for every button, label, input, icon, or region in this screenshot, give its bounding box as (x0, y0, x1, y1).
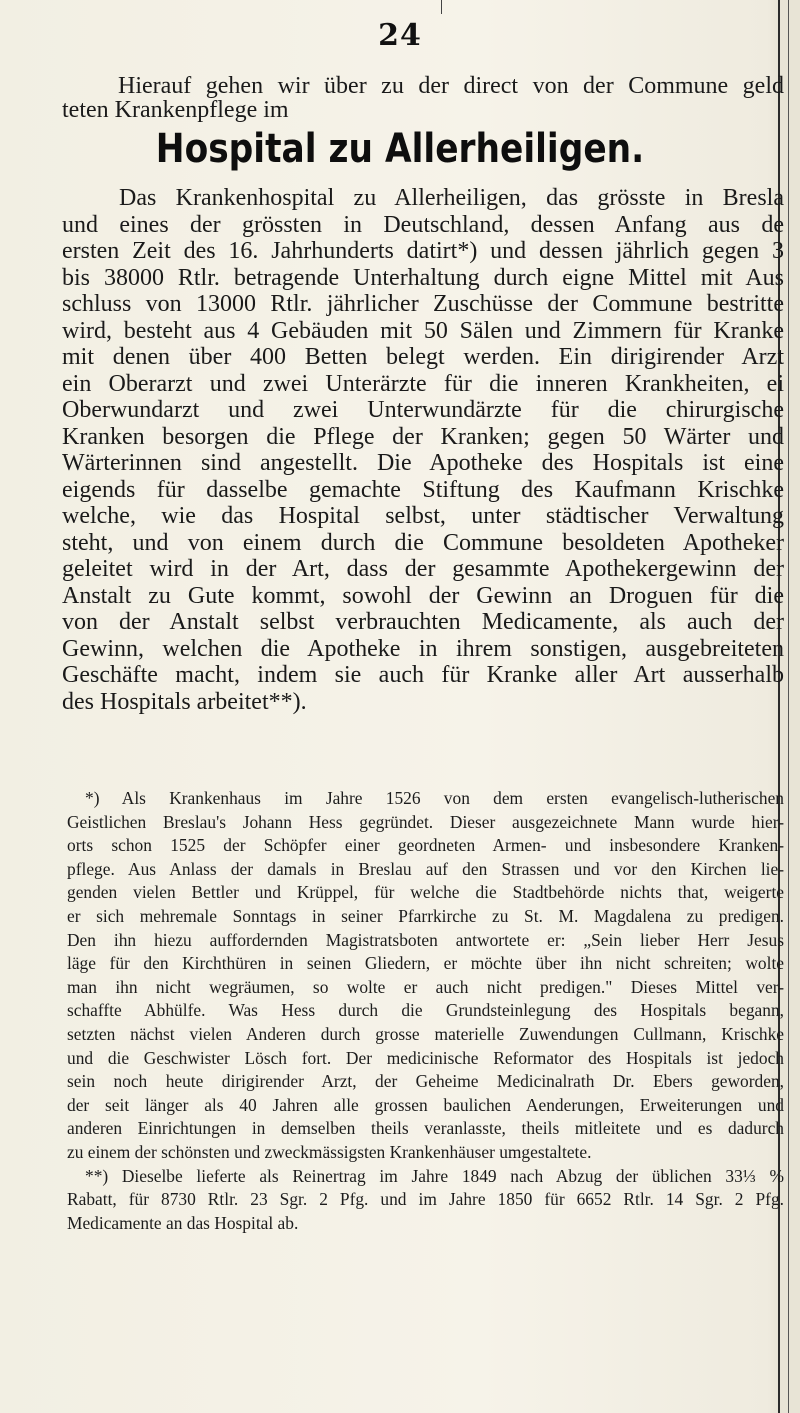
paragraph-line: eigends für dasselbe gemachte Stiftung des Kaufmann Krischke (62, 476, 784, 503)
paragraph-line: bis 38000 Rtlr. betragende Unterhaltung durch eigne Mittel mit Aus (62, 264, 784, 291)
footnote-1-line: er sich mehremale Sonntags in seiner Pfarrkirche zu St. M. Magdalena zu predigen. (67, 905, 784, 926)
paragraph-line: Kranken besorgen die Pflege der Kranken; gegen 50 Wärter und (62, 423, 784, 450)
footnote-2-line: Rabatt, für 8730 Rtlr. 23 Sgr. 2 Pfg. und im Jahre 1850 für 6652 Rtlr. 14 Sgr. 2 Pfg. (67, 1189, 784, 1210)
footnote-1-line: der seit länger als 40 Jahren alle grossen baulichen Aenderungen, Erweiterungen und (67, 1094, 784, 1115)
section-heading: Hospital zu Allerheiligen. (155, 126, 645, 172)
page-edge-line-inner (788, 0, 789, 1413)
intro-paragraph (62, 73, 784, 123)
footnote-1-line: sein noch heute dirigirender Arzt, der Geheime Medicinalrath Dr. Ebers geworden, (67, 1071, 784, 1092)
paragraph-line: Wärterinnen sind angestellt. Die Apotheke des Hospitals ist eine (62, 450, 784, 476)
footnote-2-line: Medicamente an das Hospital ab. (67, 1212, 299, 1233)
paragraph-line: geleitet wird in der Art, dass der gesammte Apothekergewinn der (62, 556, 784, 582)
footnote-2-line: **) Dieselbe lieferte als Reinertrag im Jahre 1849 nach Abzug der üblichen 33⅓ % (85, 1165, 784, 1186)
footnote-1-line: Geistlichen Breslau's Johann Hess gegründet. Dieser ausgezeichnete Mann wurde hier- (67, 811, 784, 832)
footnote-1-line: pflege. Aus Anlass der damals in Breslau auf den Strassen und vor den Kirchen lie- (67, 858, 784, 879)
footnote-1-line: läge für den Kirchthüren in seinen Gliedern, er möchte über ihn nicht schreiten; wolte (67, 953, 784, 974)
footnote-1-line: genden vielen Bettler und Krüppel, für welche die Stadtbehörde nichts that, weigerte (67, 882, 784, 903)
footnote-1-line: *) Als Krankenhaus im Jahre 1526 von dem ersten evangelisch-lutherischen (85, 788, 784, 808)
paragraph-line: des Hospitals arbeitet**). (62, 688, 307, 715)
footnote-1-line: und die Geschwister Lösch fort. Der medicinische Reformator des Hospitals ist jedoch (67, 1047, 784, 1068)
paragraph-line: steht, und von einem durch die Commune besoldeten Apotheker (62, 529, 784, 556)
footnote-1-line: schaffte Abhülfe. Was Hess durch die Grundsteinlegung des Hospitals begann, (67, 1000, 784, 1021)
paragraph-line: Geschäfte macht, indem sie auch für Kranke aller Art ausserhalb (62, 662, 784, 688)
paragraph-line: wird, besteht aus 4 Gebäuden mit 50 Sälen und Zimmern für Kranke (62, 317, 784, 344)
paragraph-line: Oberwundarzt und zwei Unterwundärzte für die chirurgische (62, 397, 784, 423)
footnote-1-line: Den ihn hiezu auffordernden Magistratsboten antwortete er: „Sein lieber Herr Jesus (67, 929, 784, 950)
footnote-1-line: zu einem der schönsten und zweckmässigsten Krankenhäuser umgestaltete. (67, 1141, 592, 1162)
paragraph-line: ersten Zeit des 16. Jahrhunderts datirt*) und dessen jährlich gegen 3 (62, 238, 784, 264)
intro-line: Hierauf gehen wir über zu der direct von der Commune geld (118, 73, 784, 99)
paragraph-line: ein Oberarzt und zwei Unterärzte für die inneren Krankheiten, ei (62, 370, 784, 397)
paragraph-line: Gewinn, welchen die Apotheke in ihrem sonstigen, ausgebreiteten (62, 635, 784, 662)
main-paragraph (62, 185, 784, 715)
footnote-1-line: orts schon 1525 der Schöpfer einer geordneten Armen- und insbesondere Kranken- (67, 835, 784, 856)
page-number: 24 (378, 18, 422, 53)
footnote-1-line: man ihn nicht wegräumen, so wolte er auch nicht predigen." Dieses Mittel ver- (67, 976, 784, 997)
paragraph-line: mit denen über 400 Betten belegt werden. Ein dirigirender Arzt (62, 344, 784, 370)
intro-line: teten Krankenpflege im (62, 97, 289, 123)
paragraph-line: welche, wie das Hospital selbst, unter städtischer Verwaltung (62, 503, 784, 529)
paragraph-line: und eines der grössten in Deutschland, dessen Anfang aus de (62, 211, 784, 238)
paragraph-line: von der Anstalt selbst verbrauchten Medicamente, als auch der (62, 609, 784, 635)
footnote-1-line: anderen Einrichtungen in demselben theils veranlasste, theils mitleitete und es dadurch (67, 1118, 784, 1139)
footnotes (67, 787, 784, 1235)
paragraph-line: schluss von 13000 Rtlr. jährlicher Zuschüsse der Commune bestritte (62, 291, 784, 317)
footnote-1-line: setzten nächst vielen Anderen durch grosse materielle Zuwendungen Cullmann, Krischke (67, 1023, 784, 1044)
paragraph-line: Anstalt zu Gute kommt, sowohl der Gewinn an Droguen für die (62, 582, 784, 609)
top-page-mark (441, 0, 442, 14)
paragraph-line: Das Krankenhospital zu Allerheiligen, das grösste in Bresla (119, 185, 784, 211)
